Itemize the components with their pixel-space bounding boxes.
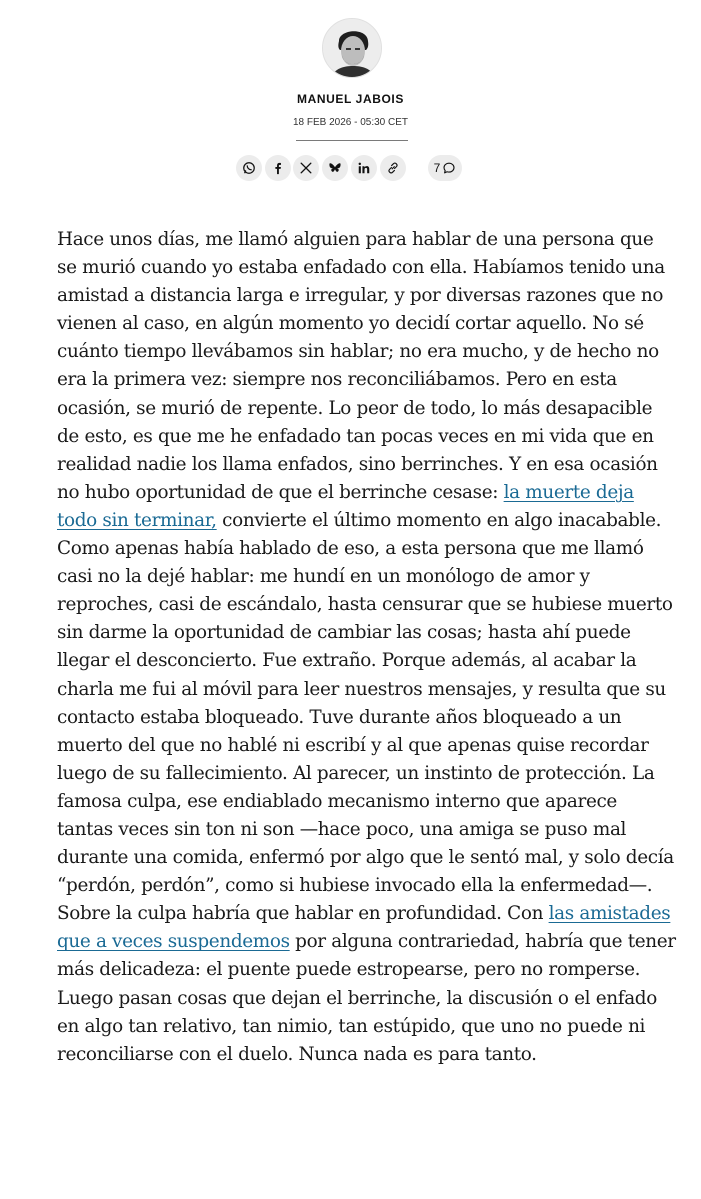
comments-count: 7 <box>433 161 441 175</box>
share-whatsapp-button[interactable] <box>236 155 262 181</box>
author-name[interactable]: MANUEL JABOIS <box>297 92 404 106</box>
link-icon <box>386 161 400 175</box>
facebook-icon <box>271 161 285 175</box>
share-linkedin-button[interactable] <box>351 155 377 181</box>
article-text: Hace unos días, me llamó alguien para hablar de una persona que se murió cuando yo estaba enfadado con ella. Habíamos tenido una amistad a distancia larga e irregular, y por diversas razones que no vienen al caso, en algún momento yo decidí cortar aquello. No sé cuánto tiempo llevábamos sin hablar; no era mucho, y de hecho no era la primera vez: siempre nos reconciliábamos. Pero en esta ocasión, se murió de repente. Lo peor de todo, lo más desapacible de esto, es que me he enfadado tan pocas veces en mi vida que en realidad nadie los llama enfados, sino berrinches. Y en esa ocasión no hubo oportunidad de que el berrinche cesase: <box>57 229 665 503</box>
publish-date: 18 FEB 2026 - 05:30 CET <box>292 117 409 128</box>
article-text: por alguna contrariedad, habría que tener más delicadeza: el puente puede estropearse, pero no romperse. Luego pasan cosas que dejan el berrinche, la discusión o el enfado en algo tan relativo, tan nimio, tan estúpido, que uno no puede ni reconciliarse con el duelo. Nunca nada es para tanto. <box>57 931 676 1065</box>
share-bar <box>0 155 701 181</box>
share-facebook-button[interactable] <box>265 155 291 181</box>
article-text: convierte el último momento en algo inacabable. Como apenas había hablado de eso, a esta persona que me llamó casi no la dejé hablar: me hundí en un monólogo de amor y reproches, casi de escándalo, hasta censurar que se hubiese muerto sin darme la oportunidad de cambiar las cosas; hasta ahí puede llegar el desconcierto. Fue extraño. Porque además, al acabar la charla me fui al móvil para leer nuestros mensajes, y resulta que su contacto estaba bloqueado. Tuve durante años bloqueado a un muerto del que no hablé ni escribí y al que apenas quise recordar luego de su fallecimiento. Al parecer, un instinto de protección. La famosa culpa, ese endiablado mecanismo interno que aparece tantas veces sin ton ni son —hace poco, una amiga se puso mal durante una comida, enfermó por algo que le sentó mal, y solo decía “perdón, perdón”, como si hubiese invocado ella la enfermedad—. Sobre la culpa habría que hablar en profundidad. Con <box>57 509 674 925</box>
author-avatar[interactable] <box>322 18 382 78</box>
share-x-button[interactable] <box>293 155 319 181</box>
byline-divider <box>296 140 408 141</box>
link-la-muerte-deja-todo[interactable]: la muerte deja todo sin terminar, <box>57 481 634 531</box>
article-paragraph <box>57 226 677 1069</box>
whatsapp-icon <box>242 161 256 175</box>
author-photo <box>323 19 382 78</box>
link-amistades-suspendemos[interactable]: las amistades que a veces suspendemos <box>57 903 671 953</box>
article-body <box>57 226 677 1069</box>
copy-link-button[interactable] <box>380 155 406 181</box>
x-icon <box>299 161 313 175</box>
comment-bubble-icon <box>442 161 456 175</box>
bluesky-icon <box>328 161 342 175</box>
share-bluesky-button[interactable] <box>322 155 348 181</box>
linkedin-icon <box>357 161 371 175</box>
comments-button[interactable] <box>428 155 462 181</box>
